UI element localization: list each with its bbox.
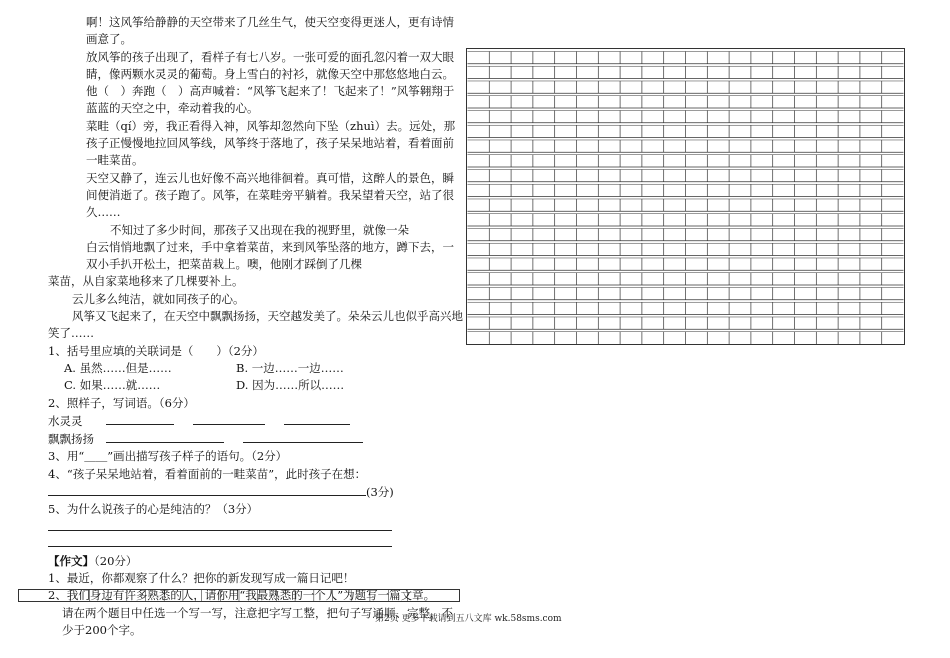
paragraph-1: 啊！这风筝给静静的天空带来了几丝生气，使天空变得更迷人，更有诗情画意了。 xyxy=(86,15,454,47)
question-2-row-2 xyxy=(48,430,463,448)
question-1-options xyxy=(48,360,463,395)
question-4: 4、“孩子呆呆地站着，看着面前的一畦菜苗”，此时孩子在想： xyxy=(48,466,367,481)
option-d: D. 因为……所以…… xyxy=(236,378,345,393)
option-c: C. 如果……就…… xyxy=(64,378,161,393)
question-2-row-1 xyxy=(48,412,463,430)
composition-title: 【作文】 xyxy=(48,553,94,568)
answer-blank[interactable] xyxy=(106,430,224,443)
composition-item-1: 1、最近，你都观察了什么？把你的新发现写成一篇日记吧！ xyxy=(48,570,355,585)
paragraph-4: 天空又静了，连云儿也好像不高兴地徘徊着。真可惜，这醉人的景色，瞬间便消逝了。孩子跑了。风筝，在菜畦旁平躺着。我呆望着天空，站了很久…… xyxy=(86,170,454,220)
question-4-score: (3分) xyxy=(366,485,394,500)
example-word-2: 飘飘扬扬 xyxy=(48,432,94,447)
composition-score: （20分） xyxy=(94,553,138,568)
question-4-answer xyxy=(48,483,463,501)
question-3: 3、用“＿＿”画出描写孩子样子的语句。（2分） xyxy=(48,449,288,464)
example-word-1: 水灵灵 xyxy=(48,413,83,428)
answer-blank[interactable] xyxy=(284,412,350,425)
paragraph-3: 菜畦（qí）旁，我正看得入神，风筝却忽然向下坠（zhuì）去。远处，那孩子正慢慢地拉回风筝线，风筝终于落地了，孩子呆呆地站着，看着面前一畦菜苗。 xyxy=(86,118,456,168)
question-2: 2、照样子，写词语。（6分） xyxy=(48,395,195,410)
answer-blank[interactable] xyxy=(48,483,366,496)
reading-passage xyxy=(48,14,463,639)
paragraph-5c: 菜苗，从自家菜地移来了几棵要补上。 xyxy=(48,274,244,289)
answer-blank[interactable] xyxy=(106,412,174,425)
paragraph-6: 云儿多么纯洁，就如同孩子的心。 xyxy=(72,291,245,306)
page-footer: 第2页 更多下载请到五八文库 wk.58sms.com xyxy=(375,614,562,624)
question-5: 5、为什么说孩子的心是纯洁的？（3分） xyxy=(48,502,259,517)
composition-instruction: 请在两个题目中任选一个写一写，注意把字写工整，把句子写通顺、完整，不少于200个字。 xyxy=(62,605,453,637)
option-b: B. 一边……一边…… xyxy=(236,360,344,375)
writing-grid-row[interactable] xyxy=(18,589,460,602)
answer-blank[interactable] xyxy=(243,430,363,443)
paragraph-5b: 白云悄悄地飘了过来，手中拿着菜苗，来到风筝坠落的地方，蹲下去，一双小手扒开松土，把菜苗栽上。噢，他刚才踩倒了几棵 xyxy=(86,239,454,272)
answer-line[interactable] xyxy=(48,521,392,531)
option-a: A. 虽然……但是…… xyxy=(64,360,172,375)
answer-blank[interactable] xyxy=(193,412,265,425)
question-1: 1、括号里应填的关联词是（ ）（2分） xyxy=(48,343,264,358)
writing-grid[interactable] xyxy=(466,48,905,345)
composition-heading xyxy=(48,553,463,570)
paragraph-7: 风筝又飞起来了，在天空中飘飘扬扬，天空越发美了。朵朵云儿也似乎高兴地笑了…… xyxy=(48,309,463,341)
paragraph-2: 放风筝的孩子出现了，看样子有七八岁。一张可爱的面孔忽闪着一双大眼睛，像两颗水灵灵的葡萄。身上雪白的衬衫，就像天空中那悠悠地白云。他（ ）奔跑（ ）高声喊着：“风筝飞起来了！飞起来了！”风筝翱翔于蓝蓝的天空之中，牵动着我的心。 xyxy=(86,49,455,116)
answer-line[interactable] xyxy=(48,537,392,547)
composition-item-2: 2、我们身边有许多熟悉的人，请你用“我最熟悉的一个人”为题写一篇文章。 xyxy=(48,588,436,603)
paragraph-5a: 不知过了多少时间，那孩子又出现在我的视野里，就像一朵 xyxy=(110,222,409,237)
